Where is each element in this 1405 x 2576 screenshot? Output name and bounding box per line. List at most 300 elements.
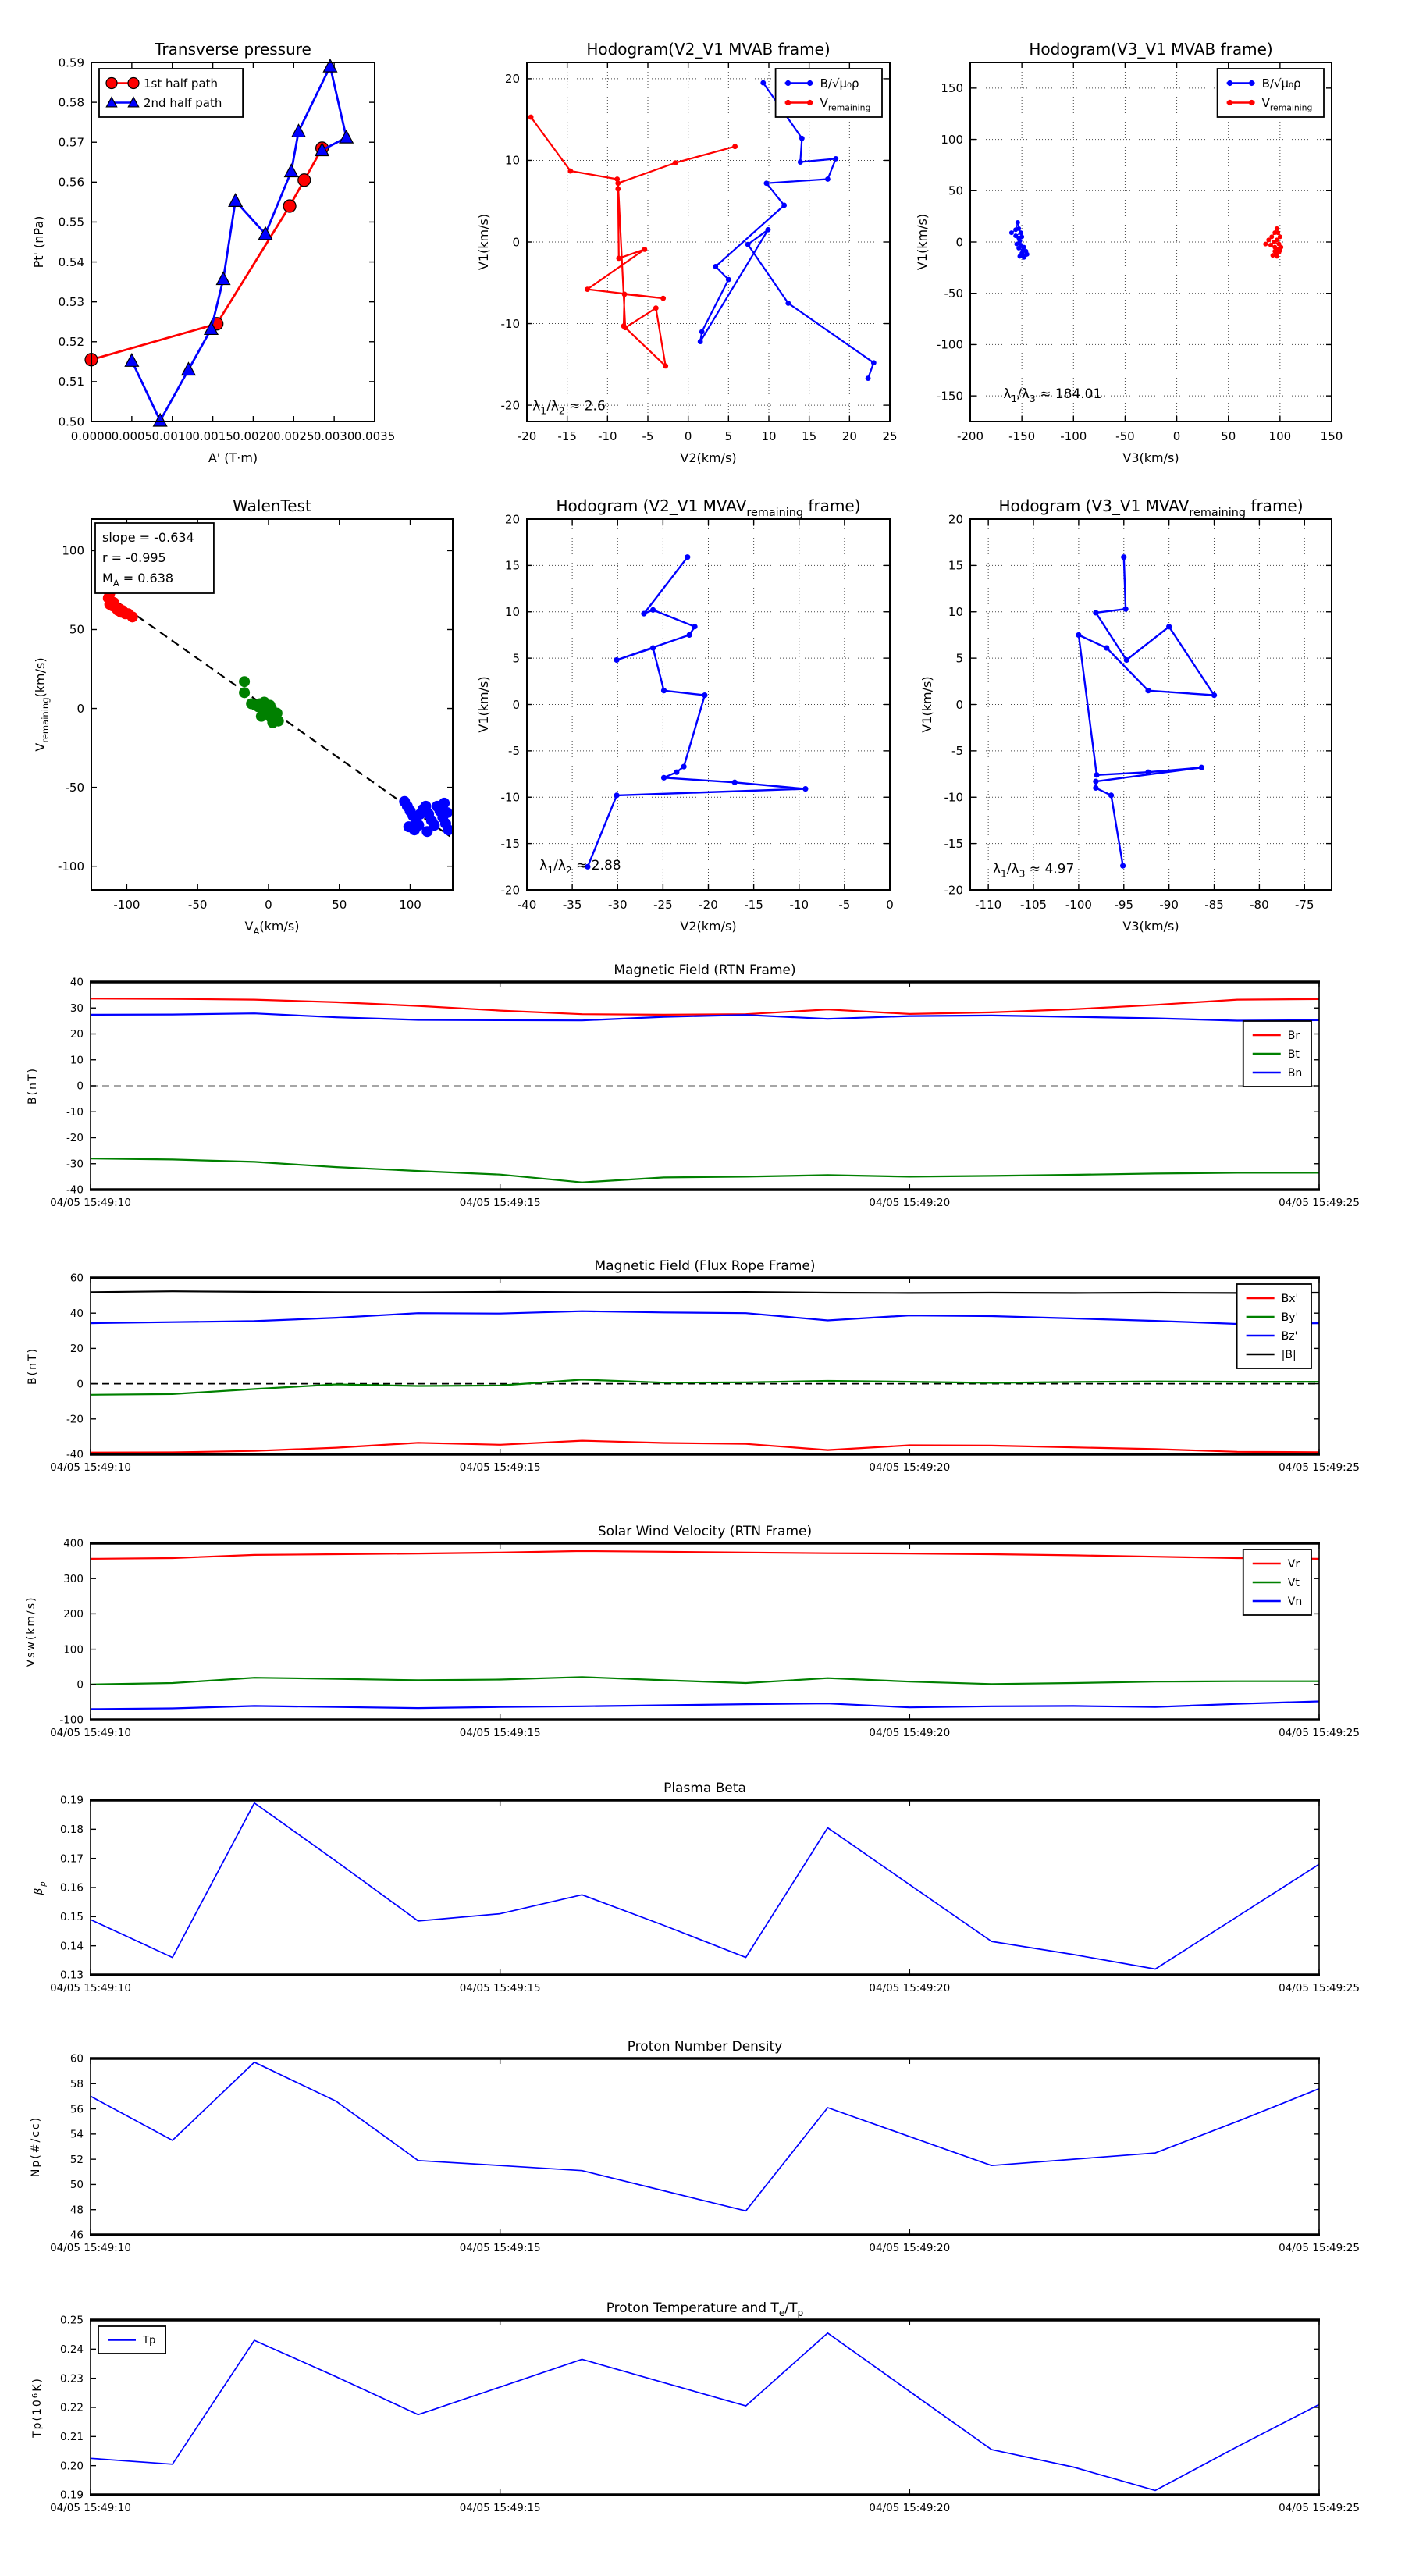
marker-dot [1145, 688, 1151, 693]
y-tick-label: 50 [948, 183, 963, 198]
x-tick-label: 04/05 15:49:15 [459, 2242, 541, 2254]
marker-dot [1094, 772, 1099, 777]
x-tick-label: 0.0020 [233, 429, 274, 443]
marker-dot [686, 632, 692, 638]
chart-hodogram-v2v1-mvav [476, 496, 894, 934]
legend-label: B/√μ₀ρ [1261, 76, 1301, 91]
y-tick-label: -20 [500, 398, 520, 413]
marker-dot [567, 169, 573, 174]
marker-dot [661, 688, 667, 693]
y-tick-label: 0.20 [59, 2460, 84, 2473]
x-tick-label: -20 [517, 429, 537, 443]
marker-dot [674, 770, 679, 775]
y-tick-label: 0.54 [58, 254, 84, 269]
annotation: $\lambda_1/\lambda_3 \approx 184.01$ [1003, 386, 1102, 404]
y-tick-label: 5 [955, 651, 963, 666]
y-tick-label: -40 [66, 1183, 84, 1197]
chart-magnetic-field-rtn [27, 962, 1360, 1209]
x-axis-label: V2(km/s) [680, 919, 737, 934]
x-tick-label: 100 [1268, 429, 1292, 443]
stats-line: r = -0.995 [102, 550, 166, 565]
marker-dot [692, 624, 697, 629]
y-tick-label: 20 [504, 72, 520, 87]
y-tick-label: -20 [66, 1132, 84, 1145]
x-axis-label: $V_A(km/s)$ [244, 919, 300, 937]
x-tick-label: 04/05 15:49:20 [869, 2242, 951, 2254]
y-tick-label: -15 [500, 836, 520, 851]
chart-proton-number-density [30, 2039, 1360, 2254]
marker-dot [642, 247, 647, 252]
marker-dot [766, 227, 771, 233]
marker-dot [1269, 234, 1274, 239]
chart-title: Transverse pressure [155, 40, 311, 59]
x-tick-label: 0 [684, 429, 692, 443]
y-tick-label: 10 [504, 605, 520, 619]
chart-title: Proton Number Density [627, 2039, 783, 2055]
y-axis-label: $V_{remaining}(km/s)$ [33, 657, 51, 752]
marker-dot [1268, 243, 1273, 247]
y-axis-label: $\beta_p$ [33, 1880, 48, 1895]
x-tick-label: -100 [113, 898, 140, 912]
x-tick-label: 0.0010 [151, 429, 193, 443]
chart-solar-wind-velocity [25, 1524, 1360, 1739]
x-tick-label: 10 [761, 429, 777, 443]
y-tick-label: 30 [69, 1002, 84, 1015]
y-tick-label: 100 [941, 132, 963, 147]
marker-dot [439, 798, 450, 809]
marker-dot [615, 187, 621, 192]
y-tick-label: -50 [65, 780, 84, 795]
x-tick-label: -90 [1159, 898, 1179, 912]
x-tick-label: 04/05 15:49:10 [50, 1727, 131, 1739]
y-tick-label: 56 [69, 2103, 84, 2116]
y-tick-label: 0.23 [59, 2372, 84, 2386]
x-tick-label: 0.0035 [354, 429, 396, 443]
marker-dot [1275, 226, 1279, 231]
x-tick-label: 0 [1172, 429, 1181, 443]
x-tick-label: -25 [653, 898, 673, 912]
chart-transverse-pressure [31, 40, 395, 465]
x-tick-label: 04/05 15:49:25 [1279, 1461, 1360, 1474]
marker-dot [1275, 254, 1279, 258]
chart-title: Hodogram(V2_V1 MVAB frame) [586, 40, 831, 59]
y-tick-label: 0.16 [59, 1881, 84, 1895]
legend-label: Br [1287, 1030, 1300, 1043]
marker-dot [1017, 254, 1022, 258]
marker-dot [614, 657, 619, 663]
marker-dot [661, 775, 667, 781]
chart-title: WalenTest [233, 496, 311, 515]
marker-dot [1249, 100, 1254, 105]
marker-dot [1199, 765, 1204, 770]
y-tick-label: 48 [69, 2204, 84, 2217]
marker-dot [798, 159, 803, 165]
y-tick-label: 0.57 [58, 135, 84, 150]
marker-circle [106, 78, 117, 89]
y-tick-label: 40 [69, 1307, 84, 1320]
marker-dot [1016, 220, 1020, 225]
marker-dot [623, 325, 628, 330]
marker-dot [422, 826, 432, 837]
y-tick-label: 400 [63, 1537, 84, 1550]
x-tick-label: 04/05 15:49:25 [1279, 1982, 1360, 1994]
legend-label: Bx' [1281, 1293, 1299, 1306]
chart-title: Magnetic Field (Flux Rope Frame) [594, 1258, 816, 1274]
y-tick-label: 0.17 [59, 1852, 84, 1866]
x-tick-label: 04/05 15:49:15 [459, 2502, 541, 2514]
y-tick-label: -20 [66, 1413, 84, 1426]
legend-box [1237, 1284, 1311, 1368]
y-tick-label: 0.58 [58, 95, 84, 110]
y-tick-label: 150 [941, 81, 963, 96]
legend-label: |B| [1281, 1349, 1297, 1362]
x-tick-label: -50 [1115, 429, 1135, 443]
marker-dot [1121, 554, 1126, 560]
marker-dot [1025, 252, 1030, 257]
x-axis-label: V3(km/s) [1122, 919, 1179, 934]
y-tick-label: -20 [500, 883, 520, 898]
plot-area [91, 2320, 1319, 2495]
marker-dot [1122, 607, 1128, 612]
marker-dot [1227, 80, 1232, 86]
chart-title: Solar Wind Velocity (RTN Frame) [597, 1524, 813, 1539]
annotation: $\lambda_1/\lambda_2 \approx 2.88$ [539, 857, 621, 876]
chart-title: Hodogram(V3_V1 MVAB frame) [1029, 40, 1273, 59]
marker-dot [1093, 610, 1098, 615]
chart-hodogram-v2v1-mvab [476, 40, 898, 465]
marker-dot [866, 375, 871, 381]
x-tick-label: 04/05 15:49:15 [459, 1982, 541, 1994]
stats-line: slope = -0.634 [102, 530, 194, 545]
marker-dot [442, 807, 453, 818]
chart-title: Proton Temperature and $T_e/T_p$ [606, 2300, 804, 2319]
y-tick-label: 0.25 [59, 2314, 84, 2327]
y-tick-label: 60 [69, 2052, 84, 2065]
marker-dot [1275, 230, 1280, 235]
marker-dot [1271, 253, 1275, 258]
marker-dot [1124, 657, 1129, 663]
x-tick-label: 04/05 15:49:10 [50, 1197, 131, 1209]
chart-title: Magnetic Field (RTN Frame) [614, 962, 796, 978]
legend-label: Vr [1287, 1558, 1300, 1571]
x-tick-label: -30 [608, 898, 628, 912]
x-tick-label: 50 [332, 898, 347, 912]
x-tick-label: -15 [744, 898, 763, 912]
marker-dot [528, 115, 534, 120]
x-tick-label: 04/05 15:49:20 [869, 2502, 951, 2514]
marker-dot [1227, 100, 1232, 105]
y-axis-label: V1(km/s) [915, 213, 930, 271]
x-tick-label: 100 [399, 898, 422, 912]
legend-label: $V_{remaining}$ [820, 95, 871, 113]
y-tick-label: 15 [504, 558, 520, 573]
x-tick-label: 0.0015 [192, 429, 233, 443]
y-tick-label: 0 [76, 1378, 84, 1391]
marker-dot [785, 100, 791, 105]
y-tick-label: 58 [69, 2078, 84, 2091]
y-tick-label: 52 [69, 2153, 84, 2166]
marker-dot [825, 176, 831, 182]
x-tick-label: 04/05 15:49:20 [869, 1461, 951, 1474]
y-tick-label: -10 [500, 316, 520, 331]
y-tick-label: 0.50 [58, 415, 84, 429]
marker-dot [239, 687, 250, 698]
chart-proton-temperature [31, 2300, 1360, 2514]
marker-dot [1166, 624, 1172, 629]
y-tick-label: -20 [944, 883, 963, 898]
y-tick-label: 10 [948, 605, 963, 619]
legend-label: $V_{remaining}$ [1261, 95, 1313, 113]
legend-label: Tp [143, 2335, 156, 2347]
legend-label: 2nd half path [144, 95, 222, 110]
x-tick-label: -105 [1020, 898, 1048, 912]
y-tick-label: -100 [936, 337, 963, 352]
x-tick-label: -35 [562, 898, 582, 912]
marker-dot [615, 180, 621, 186]
plot-area [91, 2058, 1319, 2235]
y-tick-label: 0.59 [58, 55, 84, 70]
marker-dot [1120, 863, 1126, 869]
x-tick-label: 04/05 15:49:10 [50, 2242, 131, 2254]
marker-dot [833, 156, 838, 162]
y-tick-label: 0.13 [59, 1969, 84, 1982]
y-tick-label: -10 [500, 790, 520, 805]
y-tick-label: 20 [69, 1028, 84, 1041]
marker-dot [699, 329, 705, 335]
marker-dot [1016, 226, 1021, 231]
x-tick-label: 20 [841, 429, 857, 443]
y-tick-label: -100 [59, 1713, 84, 1727]
chart-walen-test [33, 496, 454, 937]
marker-dot [726, 277, 731, 283]
plot-area [970, 519, 1332, 890]
x-tick-label: -100 [1060, 429, 1087, 443]
marker-dot [1211, 692, 1217, 698]
marker-dot [1272, 245, 1277, 250]
y-axis-label: Vsw(km/s) [25, 1596, 37, 1667]
marker-dot [785, 80, 791, 86]
marker-dot [799, 136, 805, 141]
marker-dot [1093, 785, 1098, 791]
x-tick-label: -20 [699, 898, 718, 912]
x-tick-label: 04/05 15:49:20 [869, 1197, 951, 1209]
legend-label: Vn [1287, 1596, 1303, 1609]
legend-label: Bn [1287, 1067, 1303, 1080]
marker-dot [681, 763, 687, 769]
x-tick-label: -10 [789, 898, 809, 912]
x-tick-label: -15 [557, 429, 577, 443]
x-tick-label: 04/05 15:49:15 [459, 1727, 541, 1739]
marker-dot [267, 717, 278, 728]
marker-dot [698, 339, 703, 344]
chart-title: Hodogram (V3_V1 $MVAV_{remaining}$ frame) [998, 496, 1304, 519]
marker-dot [239, 676, 250, 687]
marker-dot [807, 80, 813, 86]
marker-dot [650, 607, 656, 613]
y-tick-label: 0.15 [59, 1911, 84, 1924]
x-tick-label: -50 [187, 898, 208, 912]
marker-dot [256, 711, 267, 722]
marker-circle [128, 78, 139, 89]
marker-dot [764, 180, 770, 186]
y-tick-label: 40 [69, 976, 84, 989]
x-tick-label: -80 [1250, 898, 1269, 912]
marker-dot [127, 611, 138, 622]
marker-dot [585, 286, 590, 292]
marker-dot [650, 645, 656, 650]
marker-dot [404, 821, 414, 832]
marker-dot [660, 296, 666, 301]
marker-dot [616, 256, 621, 262]
chart-magnetic-field-fluxrope [27, 1258, 1360, 1474]
y-tick-label: 0.14 [59, 1940, 84, 1953]
y-tick-label: -150 [936, 389, 963, 404]
x-tick-label: 0.0005 [111, 429, 153, 443]
marker-dot [802, 786, 808, 792]
legend-label: Vt [1287, 1577, 1300, 1590]
x-tick-label: -95 [1114, 898, 1134, 912]
x-tick-label: 0.0000 [70, 429, 112, 443]
y-tick-label: 100 [62, 543, 84, 558]
marker-dot [732, 144, 738, 149]
marker-dot [653, 305, 659, 311]
y-axis-label: V1(km/s) [476, 213, 491, 271]
y-axis-label: Np(#/cc) [30, 2115, 42, 2178]
y-tick-label: 200 [63, 1608, 84, 1621]
y-axis-label: B(nT) [27, 1347, 39, 1385]
y-axis-label: $Tp(10^6K)$ [30, 2377, 44, 2438]
y-tick-label: 0 [512, 697, 520, 712]
legend-label: B/√μ₀ρ [820, 76, 859, 91]
y-tick-label: 50 [69, 2179, 84, 2192]
marker-dot [745, 242, 751, 247]
marker-dot [1249, 80, 1254, 86]
legend-label: 1st half path [144, 76, 219, 91]
x-tick-label: 04/05 15:49:15 [459, 1461, 541, 1474]
marker-dot [1015, 242, 1019, 247]
y-tick-label: 0 [76, 701, 84, 716]
x-tick-label: 04/05 15:49:25 [1279, 2242, 1360, 2254]
x-tick-label: 04/05 15:49:25 [1279, 1197, 1360, 1209]
y-tick-label: 20 [948, 512, 963, 527]
marker-dot [1019, 230, 1023, 235]
x-tick-label: 50 [1221, 429, 1236, 443]
marker-dot [641, 611, 646, 617]
y-tick-label: 0 [76, 1678, 84, 1692]
marker-dot [1019, 234, 1024, 239]
x-tick-label: 15 [802, 429, 817, 443]
marker-dot [785, 301, 791, 306]
marker-dot [663, 364, 668, 369]
x-tick-label: -200 [956, 429, 984, 443]
y-tick-label: 10 [504, 153, 520, 168]
chart-hodogram-v3v1-mvab [915, 40, 1343, 465]
x-tick-label: -100 [1065, 898, 1092, 912]
marker-dot [622, 292, 628, 297]
marker-dot [685, 554, 690, 560]
y-tick-label: -30 [66, 1158, 84, 1171]
y-tick-label: -100 [57, 859, 84, 873]
y-tick-label: 5 [512, 651, 520, 666]
y-tick-label: -50 [944, 286, 963, 301]
y-tick-label: 0.55 [58, 215, 84, 229]
x-tick-label: 04/05 15:49:10 [50, 2502, 131, 2514]
y-tick-label: 20 [504, 512, 520, 527]
y-tick-label: 0.19 [59, 2489, 84, 2502]
y-tick-label: 46 [69, 2229, 84, 2242]
x-tick-label: 04/05 15:49:25 [1279, 2502, 1360, 2514]
y-tick-label: 0 [955, 235, 963, 250]
y-tick-label: 0.56 [58, 175, 84, 190]
marker-dot [807, 100, 813, 105]
chart-plasma-beta [33, 1781, 1360, 1994]
y-tick-label: -10 [944, 790, 963, 805]
y-tick-label: 0 [76, 1080, 84, 1093]
x-tick-label: 25 [882, 429, 898, 443]
marker-dot [1009, 230, 1014, 235]
legend-label: By' [1281, 1311, 1299, 1325]
annotation: $\lambda_1/\lambda_2 \approx 2.6$ [532, 398, 606, 417]
x-tick-label: -5 [838, 898, 851, 912]
marker-dot [760, 80, 766, 86]
marker-dot [1104, 645, 1109, 650]
marker-dot [1145, 770, 1151, 775]
x-tick-label: 04/05 15:49:20 [869, 1727, 951, 1739]
y-tick-label: 0.52 [58, 335, 84, 350]
marker-dot [1016, 246, 1021, 251]
x-axis-label: A' (T·m) [208, 450, 258, 465]
x-tick-label: 04/05 15:49:25 [1279, 1727, 1360, 1739]
x-tick-label: 150 [1320, 429, 1343, 443]
marker-dot [1263, 242, 1268, 247]
y-tick-label: 60 [69, 1272, 84, 1285]
y-tick-label: 10 [69, 1054, 84, 1067]
marker-dot [1108, 792, 1114, 798]
x-tick-label: -5 [642, 429, 654, 443]
marker-dot [1076, 632, 1081, 638]
y-tick-label: 0.53 [58, 294, 84, 309]
y-tick-label: 50 [69, 622, 84, 637]
x-tick-label: 0 [886, 898, 894, 912]
x-tick-label: 0 [265, 898, 272, 912]
marker-circle [283, 200, 296, 212]
y-axis-label: Pt' (nPa) [31, 215, 46, 269]
chart-hodogram-v3v1-mvav [919, 496, 1332, 934]
marker-dot [871, 360, 877, 365]
x-tick-label: 0.0025 [273, 429, 315, 443]
x-tick-label: 04/05 15:49:15 [459, 1197, 541, 1209]
chart-title: Hodogram (V2_V1 $MVAV_{remaining}$ frame) [556, 496, 861, 519]
y-tick-label: 20 [69, 1343, 84, 1356]
y-tick-label: 0.22 [59, 2401, 84, 2414]
x-tick-label: -110 [975, 898, 1002, 912]
x-tick-label: -75 [1295, 898, 1314, 912]
y-tick-label: 0.19 [59, 1794, 84, 1807]
y-axis-label: V1(km/s) [919, 676, 934, 733]
y-axis-label: V1(km/s) [476, 676, 491, 733]
y-tick-label: 0.21 [59, 2431, 84, 2444]
marker-circle [298, 174, 311, 187]
marker-dot [732, 780, 738, 785]
marker-dot [1278, 248, 1282, 253]
y-tick-label: 0.51 [58, 375, 84, 390]
y-tick-label: -5 [951, 744, 963, 759]
plot-area [91, 1543, 1319, 1720]
y-tick-label: 0.24 [59, 2343, 84, 2357]
marker-dot [272, 708, 283, 719]
legend-label: Bt [1287, 1048, 1300, 1062]
y-tick-label: 15 [948, 558, 963, 573]
